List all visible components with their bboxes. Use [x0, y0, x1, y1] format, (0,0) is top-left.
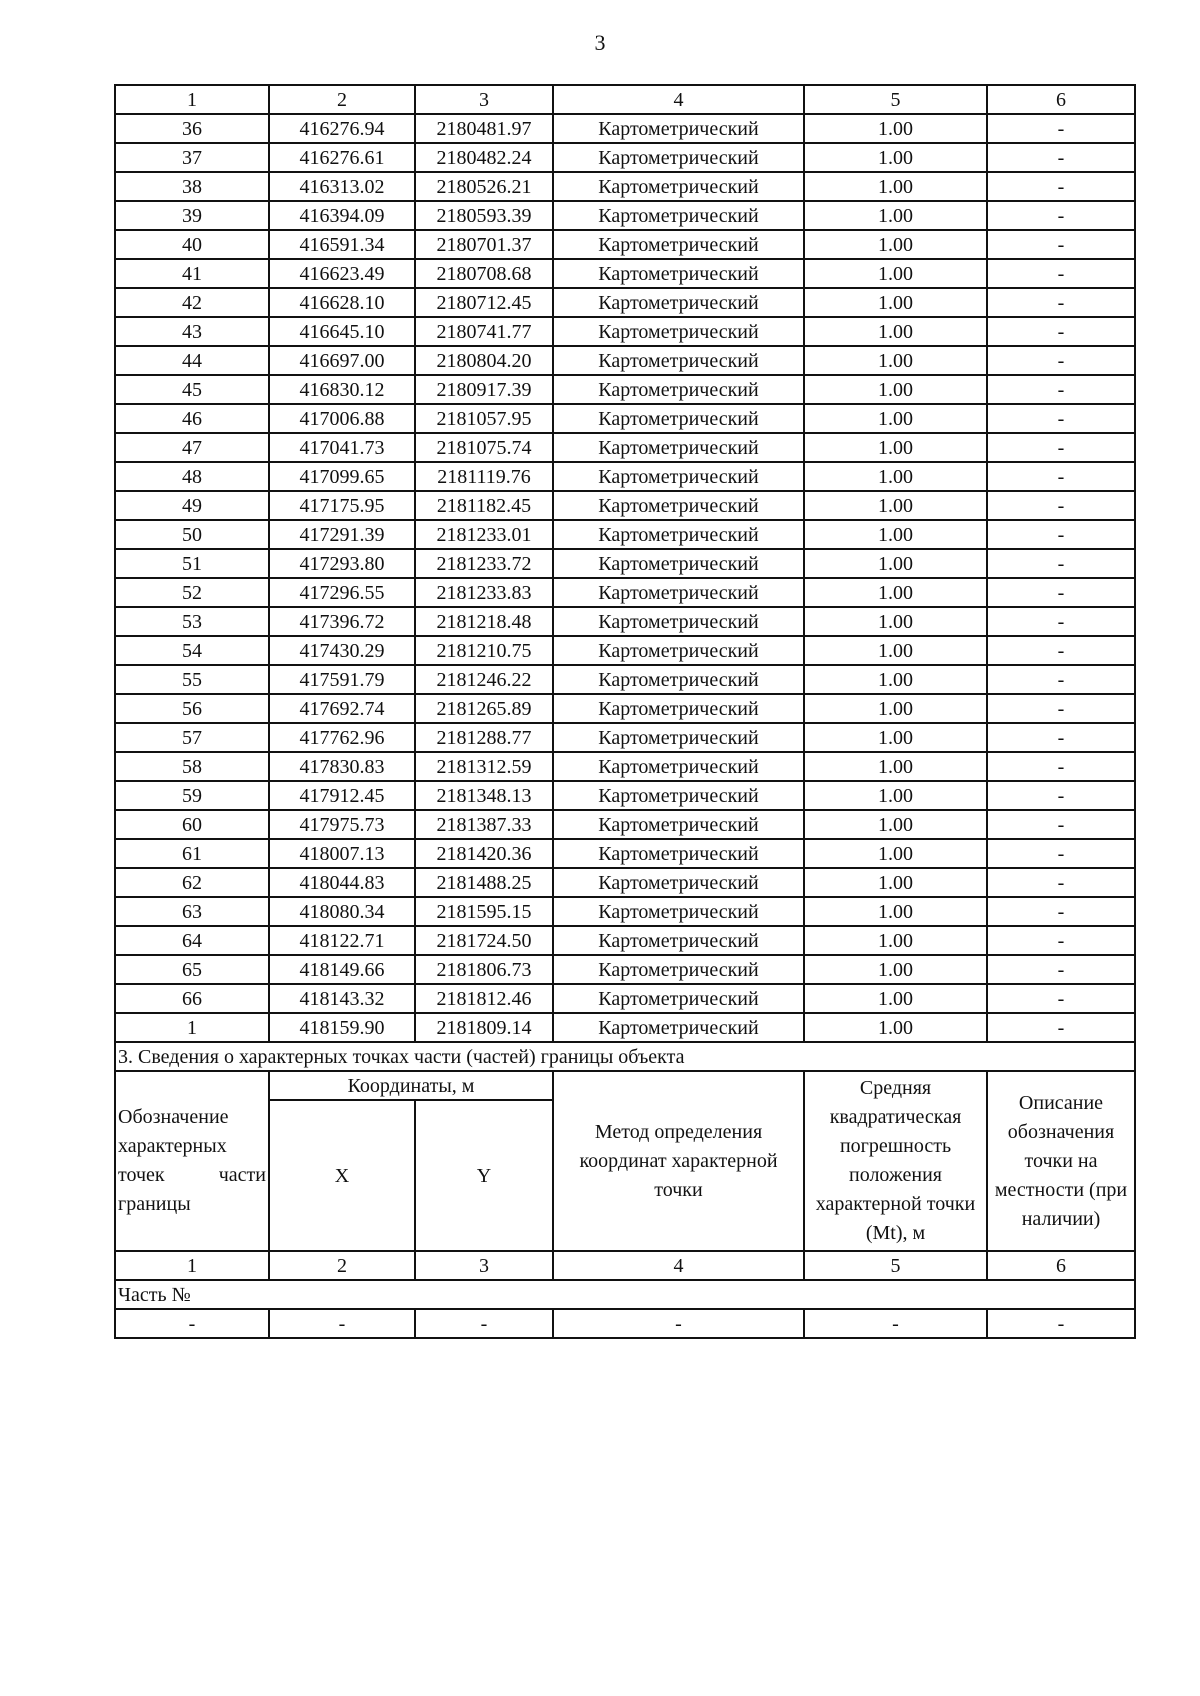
point-number-cell: 55 — [115, 665, 269, 694]
method-cell: Картометрический — [553, 984, 804, 1013]
header-designation: Обозначение характерных точек части границы — [115, 1071, 269, 1251]
y-coordinate-cell: 2180712.45 — [415, 288, 553, 317]
table-row — [115, 549, 1135, 578]
description-cell: - — [987, 694, 1135, 723]
x-coordinate-cell: 417006.88 — [269, 404, 415, 433]
method-cell: Картометрический — [553, 549, 804, 578]
table-row — [115, 752, 1135, 781]
x-coordinate-cell: 418122.71 — [269, 926, 415, 955]
error-cell: 1.00 — [804, 839, 987, 868]
y-coordinate-cell: 2181312.59 — [415, 752, 553, 781]
method-cell: Картометрический — [553, 810, 804, 839]
error-cell: 1.00 — [804, 752, 987, 781]
method-cell: Картометрический — [553, 433, 804, 462]
y-coordinate-cell: 2181057.95 — [415, 404, 553, 433]
point-number-cell: 59 — [115, 781, 269, 810]
y-coordinate-cell: 2181812.46 — [415, 984, 553, 1013]
method-cell: Картометрический — [553, 665, 804, 694]
point-number-cell: 51 — [115, 549, 269, 578]
y-coordinate-cell: 2181265.89 — [415, 694, 553, 723]
table-row — [115, 143, 1135, 172]
x-coordinate-cell: 417430.29 — [269, 636, 415, 665]
point-number-cell: 54 — [115, 636, 269, 665]
description-cell: - — [987, 491, 1135, 520]
point-number-cell: 50 — [115, 520, 269, 549]
point-number-cell: 64 — [115, 926, 269, 955]
column-number: 3 — [415, 85, 553, 114]
method-cell: Картометрический — [553, 752, 804, 781]
y-coordinate-cell: 2180804.20 — [415, 346, 553, 375]
description-cell: - — [987, 143, 1135, 172]
method-cell: Картометрический — [553, 897, 804, 926]
page-number: 3 — [594, 30, 606, 55]
y-coordinate-cell: 2181233.83 — [415, 578, 553, 607]
description-cell: - — [987, 839, 1135, 868]
column-number: 4 — [553, 1251, 804, 1280]
point-number-cell: 60 — [115, 810, 269, 839]
method-cell: Картометрический — [553, 926, 804, 955]
x-coordinate-cell: 417692.74 — [269, 694, 415, 723]
table-row — [115, 462, 1135, 491]
table-row — [115, 897, 1135, 926]
error-cell: 1.00 — [804, 1013, 987, 1042]
error-cell: 1.00 — [804, 491, 987, 520]
section3-title-row — [115, 1042, 1135, 1071]
x-coordinate-cell: 416697.00 — [269, 346, 415, 375]
error-cell: 1.00 — [804, 984, 987, 1013]
error-cell: 1.00 — [804, 346, 987, 375]
empty-cell: - — [115, 1309, 269, 1338]
error-cell: 1.00 — [804, 810, 987, 839]
method-cell: Картометрический — [553, 868, 804, 897]
y-coordinate-cell: 2181182.45 — [415, 491, 553, 520]
table-row — [115, 926, 1135, 955]
x-coordinate-cell: 416628.10 — [269, 288, 415, 317]
part-empty-row — [115, 1309, 1135, 1338]
point-number-cell: 43 — [115, 317, 269, 346]
table-row — [115, 172, 1135, 201]
y-coordinate-cell: 2181218.48 — [415, 607, 553, 636]
error-cell: 1.00 — [804, 897, 987, 926]
section3-title: 3. Сведения о характерных точках части (частей) границы объекта — [115, 1042, 1135, 1071]
method-cell: Картометрический — [553, 955, 804, 984]
method-cell: Картометрический — [553, 781, 804, 810]
y-coordinate-cell: 2181348.13 — [415, 781, 553, 810]
description-cell: - — [987, 201, 1135, 230]
point-number-cell: 39 — [115, 201, 269, 230]
x-coordinate-cell: 417591.79 — [269, 665, 415, 694]
y-coordinate-cell: 2180526.21 — [415, 172, 553, 201]
error-cell: 1.00 — [804, 462, 987, 491]
coordinates-table-body — [115, 85, 1135, 1042]
description-cell: - — [987, 259, 1135, 288]
method-cell: Картометрический — [553, 462, 804, 491]
x-coordinate-cell: 418007.13 — [269, 839, 415, 868]
y-coordinate-cell: 2181119.76 — [415, 462, 553, 491]
part-label: Часть № — [115, 1280, 1135, 1309]
description-cell: - — [987, 375, 1135, 404]
column-number-row — [115, 85, 1135, 114]
section3-body — [115, 1042, 1135, 1338]
point-number-cell: 38 — [115, 172, 269, 201]
column-number: 1 — [115, 1251, 269, 1280]
empty-cell: - — [553, 1309, 804, 1338]
table-row — [115, 201, 1135, 230]
x-coordinate-cell: 417975.73 — [269, 810, 415, 839]
error-cell: 1.00 — [804, 375, 987, 404]
header-error: Средняя квадратическая погрешность положения характерной точки (Mt), м — [804, 1071, 987, 1251]
table-row — [115, 1013, 1135, 1042]
method-cell: Картометрический — [553, 839, 804, 868]
table-row — [115, 723, 1135, 752]
method-cell: Картометрический — [553, 317, 804, 346]
column-number: 5 — [804, 1251, 987, 1280]
method-cell: Картометрический — [553, 723, 804, 752]
point-number-cell: 61 — [115, 839, 269, 868]
point-number-cell: 49 — [115, 491, 269, 520]
table-row — [115, 868, 1135, 897]
error-cell: 1.00 — [804, 433, 987, 462]
description-cell: - — [987, 868, 1135, 897]
description-cell: - — [987, 607, 1135, 636]
column-number: 3 — [415, 1251, 553, 1280]
y-coordinate-cell: 2181233.01 — [415, 520, 553, 549]
point-number-cell: 40 — [115, 230, 269, 259]
header-description: Описание обозначения точки на местности (при наличии) — [987, 1071, 1135, 1251]
x-coordinate-cell: 418080.34 — [269, 897, 415, 926]
point-number-cell: 41 — [115, 259, 269, 288]
error-cell: 1.00 — [804, 607, 987, 636]
table-row — [115, 665, 1135, 694]
description-cell: - — [987, 172, 1135, 201]
error-cell: 1.00 — [804, 926, 987, 955]
x-coordinate-cell: 418159.90 — [269, 1013, 415, 1042]
y-coordinate-cell: 2181288.77 — [415, 723, 553, 752]
error-cell: 1.00 — [804, 868, 987, 897]
description-cell: - — [987, 955, 1135, 984]
method-cell: Картометрический — [553, 636, 804, 665]
x-coordinate-cell: 417830.83 — [269, 752, 415, 781]
column-number: 6 — [987, 85, 1135, 114]
error-cell: 1.00 — [804, 288, 987, 317]
error-cell: 1.00 — [804, 723, 987, 752]
y-coordinate-cell: 2181420.36 — [415, 839, 553, 868]
x-coordinate-cell: 416623.49 — [269, 259, 415, 288]
point-number-cell: 45 — [115, 375, 269, 404]
error-cell: 1.00 — [804, 317, 987, 346]
error-cell: 1.00 — [804, 578, 987, 607]
description-cell: - — [987, 346, 1135, 375]
y-coordinate-cell: 2181806.73 — [415, 955, 553, 984]
point-number-cell: 46 — [115, 404, 269, 433]
method-cell: Картометрический — [553, 230, 804, 259]
y-coordinate-cell: 2181233.72 — [415, 549, 553, 578]
error-cell: 1.00 — [804, 781, 987, 810]
x-coordinate-cell: 416276.61 — [269, 143, 415, 172]
table-row — [115, 114, 1135, 143]
point-number-cell: 58 — [115, 752, 269, 781]
error-cell: 1.00 — [804, 114, 987, 143]
column-number: 6 — [987, 1251, 1135, 1280]
error-cell: 1.00 — [804, 665, 987, 694]
column-number: 4 — [553, 85, 804, 114]
y-coordinate-cell: 2180701.37 — [415, 230, 553, 259]
table-row — [115, 578, 1135, 607]
y-coordinate-cell: 2180708.68 — [415, 259, 553, 288]
point-number-cell: 48 — [115, 462, 269, 491]
error-cell: 1.00 — [804, 549, 987, 578]
table-row — [115, 491, 1135, 520]
x-coordinate-cell: 417762.96 — [269, 723, 415, 752]
table-row — [115, 375, 1135, 404]
point-number-cell: 57 — [115, 723, 269, 752]
y-coordinate-cell: 2180741.77 — [415, 317, 553, 346]
method-cell: Картометрический — [553, 491, 804, 520]
y-coordinate-cell: 2181809.14 — [415, 1013, 553, 1042]
y-coordinate-cell: 2181246.22 — [415, 665, 553, 694]
table-row — [115, 636, 1135, 665]
table-row — [115, 839, 1135, 868]
error-cell: 1.00 — [804, 172, 987, 201]
table-row — [115, 694, 1135, 723]
description-cell: - — [987, 810, 1135, 839]
description-cell: - — [987, 665, 1135, 694]
table-row — [115, 520, 1135, 549]
y-coordinate-cell: 2180481.97 — [415, 114, 553, 143]
x-coordinate-cell: 417296.55 — [269, 578, 415, 607]
x-coordinate-cell: 417912.45 — [269, 781, 415, 810]
header-x: X — [269, 1100, 415, 1251]
header-y: Y — [415, 1100, 553, 1251]
description-cell: - — [987, 984, 1135, 1013]
coordinates-table — [114, 84, 1136, 1339]
x-coordinate-cell: 417175.95 — [269, 491, 415, 520]
description-cell: - — [987, 752, 1135, 781]
point-number-cell: 52 — [115, 578, 269, 607]
point-number-cell: 53 — [115, 607, 269, 636]
empty-cell: - — [415, 1309, 553, 1338]
description-cell: - — [987, 549, 1135, 578]
x-coordinate-cell: 417293.80 — [269, 549, 415, 578]
table-row — [115, 984, 1135, 1013]
table-row — [115, 317, 1135, 346]
description-cell: - — [987, 433, 1135, 462]
table-row — [115, 404, 1135, 433]
x-coordinate-cell: 417396.72 — [269, 607, 415, 636]
error-cell: 1.00 — [804, 259, 987, 288]
table-row — [115, 955, 1135, 984]
column-number: 5 — [804, 85, 987, 114]
method-cell: Картометрический — [553, 607, 804, 636]
empty-cell: - — [804, 1309, 987, 1338]
description-cell: - — [987, 636, 1135, 665]
error-cell: 1.00 — [804, 955, 987, 984]
method-cell: Картометрический — [553, 288, 804, 317]
description-cell: - — [987, 578, 1135, 607]
x-coordinate-cell: 417291.39 — [269, 520, 415, 549]
point-number-cell: 36 — [115, 114, 269, 143]
error-cell: 1.00 — [804, 694, 987, 723]
error-cell: 1.00 — [804, 520, 987, 549]
method-cell: Картометрический — [553, 520, 804, 549]
x-coordinate-cell: 418143.32 — [269, 984, 415, 1013]
point-number-cell: 37 — [115, 143, 269, 172]
x-coordinate-cell: 416830.12 — [269, 375, 415, 404]
method-cell: Картометрический — [553, 1013, 804, 1042]
x-coordinate-cell: 417099.65 — [269, 462, 415, 491]
error-cell: 1.00 — [804, 201, 987, 230]
method-cell: Картометрический — [553, 694, 804, 723]
description-cell: - — [987, 404, 1135, 433]
point-number-cell: 65 — [115, 955, 269, 984]
table-row — [115, 433, 1135, 462]
description-cell: - — [987, 897, 1135, 926]
error-cell: 1.00 — [804, 230, 987, 259]
description-cell: - — [987, 723, 1135, 752]
point-number-cell: 66 — [115, 984, 269, 1013]
x-coordinate-cell: 416645.10 — [269, 317, 415, 346]
point-number-cell: 63 — [115, 897, 269, 926]
method-cell: Картометрический — [553, 375, 804, 404]
x-coordinate-cell: 416313.02 — [269, 172, 415, 201]
y-coordinate-cell: 2181488.25 — [415, 868, 553, 897]
table-row — [115, 230, 1135, 259]
error-cell: 1.00 — [804, 636, 987, 665]
x-coordinate-cell: 416394.09 — [269, 201, 415, 230]
y-coordinate-cell: 2181387.33 — [415, 810, 553, 839]
part-label-row — [115, 1280, 1135, 1309]
y-coordinate-cell: 2180593.39 — [415, 201, 553, 230]
description-cell: - — [987, 926, 1135, 955]
description-cell: - — [987, 317, 1135, 346]
point-number-cell: 56 — [115, 694, 269, 723]
description-cell: - — [987, 781, 1135, 810]
description-cell: - — [987, 114, 1135, 143]
x-coordinate-cell: 416591.34 — [269, 230, 415, 259]
table-row — [115, 288, 1135, 317]
description-cell: - — [987, 462, 1135, 491]
section3-header-row — [115, 1071, 1135, 1100]
header-coordinates: Координаты, м — [269, 1071, 553, 1100]
method-cell: Картометрический — [553, 404, 804, 433]
column-number: 1 — [115, 85, 269, 114]
method-cell: Картометрический — [553, 201, 804, 230]
error-cell: 1.00 — [804, 143, 987, 172]
table-row — [115, 810, 1135, 839]
description-cell: - — [987, 230, 1135, 259]
empty-cell: - — [987, 1309, 1135, 1338]
method-cell: Картометрический — [553, 143, 804, 172]
point-number-cell: 62 — [115, 868, 269, 897]
method-cell: Картометрический — [553, 346, 804, 375]
description-cell: - — [987, 288, 1135, 317]
point-number-cell: 44 — [115, 346, 269, 375]
empty-cell: - — [269, 1309, 415, 1338]
method-cell: Картометрический — [553, 172, 804, 201]
y-coordinate-cell: 2180917.39 — [415, 375, 553, 404]
x-coordinate-cell: 418044.83 — [269, 868, 415, 897]
table-row — [115, 346, 1135, 375]
y-coordinate-cell: 2180482.24 — [415, 143, 553, 172]
header-method: Метод определения координат характерной точки — [553, 1071, 804, 1251]
y-coordinate-cell: 2181210.75 — [415, 636, 553, 665]
y-coordinate-cell: 2181595.15 — [415, 897, 553, 926]
error-cell: 1.00 — [804, 404, 987, 433]
x-coordinate-cell: 416276.94 — [269, 114, 415, 143]
table-row — [115, 259, 1135, 288]
point-number-cell: 1 — [115, 1013, 269, 1042]
x-coordinate-cell: 418149.66 — [269, 955, 415, 984]
method-cell: Картометрический — [553, 259, 804, 288]
point-number-cell: 47 — [115, 433, 269, 462]
method-cell: Картометрический — [553, 114, 804, 143]
column-number: 2 — [269, 85, 415, 114]
point-number-cell: 42 — [115, 288, 269, 317]
section3-column-number-row — [115, 1251, 1135, 1280]
description-cell: - — [987, 520, 1135, 549]
description-cell: - — [987, 1013, 1135, 1042]
column-number: 2 — [269, 1251, 415, 1280]
y-coordinate-cell: 2181724.50 — [415, 926, 553, 955]
table-row — [115, 781, 1135, 810]
y-coordinate-cell: 2181075.74 — [415, 433, 553, 462]
table-row — [115, 607, 1135, 636]
method-cell: Картометрический — [553, 578, 804, 607]
x-coordinate-cell: 417041.73 — [269, 433, 415, 462]
